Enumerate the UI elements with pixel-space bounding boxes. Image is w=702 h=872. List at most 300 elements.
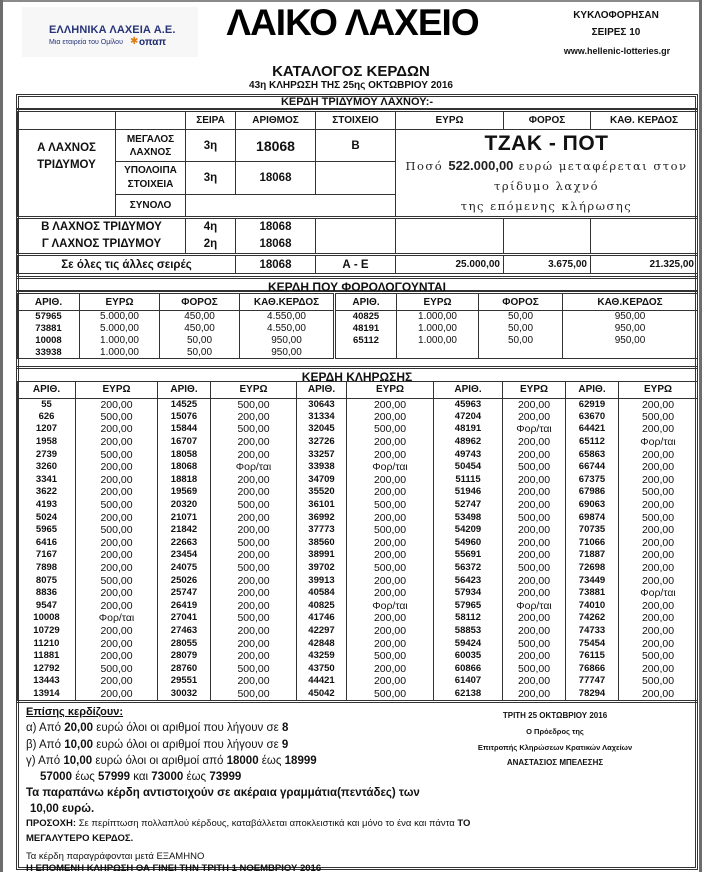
draws-cell-number: 36992	[297, 511, 347, 524]
rule-a-prefix: α) Από	[26, 722, 62, 734]
c-series: 2η	[203, 238, 218, 250]
draws-cell-euro: 200,00	[503, 574, 566, 587]
circulated-label: ΚΥΚΛΟΦΟΡΗΣΑΝ	[573, 10, 659, 21]
draws-cell-number: 43750	[297, 662, 347, 675]
draws-cell-euro: 200,00	[347, 486, 434, 499]
draws-cell-euro: 200,00	[347, 587, 434, 600]
draws-cell-euro: 200,00	[347, 448, 434, 461]
draws-cell-euro: Φορ/ται	[619, 436, 698, 449]
draws-cell-number: 33257	[297, 448, 347, 461]
draws-cell-number: 15076	[158, 411, 211, 424]
draws-row	[18, 625, 698, 638]
draws-cell-number: 60866	[434, 662, 503, 675]
logo-group: οπαπ	[139, 37, 167, 48]
c-triple-label: Γ ΛΑΧΝΟΣ ΤΡΙΔΥΜΟΥ	[41, 238, 162, 250]
rule-c-prefix: γ) Από	[26, 755, 61, 767]
draws-cell-number: 73881	[566, 587, 619, 600]
taxed-cell-number: 40825	[335, 311, 397, 323]
draws-cell-euro: Φορ/ται	[503, 423, 566, 436]
draws-cell-euro: 200,00	[211, 524, 297, 537]
sign-role-1: Ο Πρόεδρος της	[526, 727, 584, 736]
sign-date: ΤΡΙΤΗ 25 ΟΚΤΩΒΡΙΟΥ 2016	[502, 711, 608, 720]
draws-cell-euro: 200,00	[211, 675, 297, 688]
bc-euro	[396, 218, 504, 255]
draws-cell-number: 39913	[297, 574, 347, 587]
draws-cell-euro: 200,00	[76, 562, 158, 575]
taxed-col-header: ΦΟΡΟΣ	[160, 294, 240, 311]
draws-cell-number: 61407	[434, 675, 503, 688]
draws-cell-number: 22663	[158, 537, 211, 550]
draws-cell-number: 626	[18, 411, 76, 424]
draws-cell-number: 48962	[434, 436, 503, 449]
draws-cell-number: 58112	[434, 612, 503, 625]
rule-a	[26, 722, 288, 734]
draws-cell-number: 35520	[297, 486, 347, 499]
draws-cell-number: 13443	[18, 675, 76, 688]
draws-cell-euro: 200,00	[76, 549, 158, 562]
draws-cell-euro: 500,00	[503, 511, 566, 524]
draws-cell-number: 31334	[297, 411, 347, 424]
draw-prizes-table	[17, 382, 698, 703]
col-header-net: ΚΑΘ. ΚΕΡΔΟΣ	[591, 112, 698, 130]
triple-prize-table	[17, 111, 698, 274]
draws-cell-number: 44421	[297, 675, 347, 688]
taxed-col-header: ΚΑΘ.ΚΕΡΔΟΣ	[563, 294, 698, 311]
draws-cell-number: 66744	[566, 461, 619, 474]
draws-cell-euro: 200,00	[76, 486, 158, 499]
draws-cell-number: 49743	[434, 448, 503, 461]
draws-cell-number: 30643	[297, 398, 347, 411]
big-prize-element: Β	[316, 130, 396, 162]
website-link[interactable]: www.hellenic-lotteries.gr	[563, 46, 671, 56]
draws-cell-euro: 200,00	[503, 398, 566, 411]
draws-cell-euro: 200,00	[619, 600, 698, 613]
rule-c-and: και	[133, 771, 149, 783]
taxed-col-header: ΕΥΡΩ	[397, 294, 479, 311]
draws-cell-euro: 200,00	[347, 549, 434, 562]
taxed-cell-euro: 1.000,00	[397, 323, 479, 335]
draws-cell-number: 28760	[158, 662, 211, 675]
b-triple-label: Β ΛΑΧΝΟΣ ΤΡΙΔΥΜΟΥ	[41, 221, 162, 233]
draws-cell-euro: Φορ/ται	[76, 612, 158, 625]
draws-cell-euro: 200,00	[503, 474, 566, 487]
draws-cell-number: 27041	[158, 612, 211, 625]
draws-row	[18, 600, 698, 613]
jackpot-cell	[396, 130, 698, 218]
draws-cell-number: 76866	[566, 662, 619, 675]
draws-cell-euro: 200,00	[503, 675, 566, 688]
draws-row	[18, 537, 698, 550]
draws-cell-euro: 500,00	[76, 411, 158, 424]
draws-cell-number: 38991	[297, 549, 347, 562]
draws-cell-number: 59424	[434, 637, 503, 650]
draws-cell-number: 38560	[297, 537, 347, 550]
rule-c-from1: 18000	[226, 755, 259, 767]
rest-elements-element	[316, 162, 396, 195]
draws-cell-euro: 200,00	[619, 688, 698, 702]
draws-cell-number: 12792	[18, 662, 76, 675]
draws-cell-euro: 500,00	[211, 562, 297, 575]
rule-a-amount: 20,00	[64, 722, 94, 734]
draws-cell-number: 10008	[18, 612, 76, 625]
draws-cell-euro: 200,00	[76, 474, 158, 487]
draws-cell-number: 67375	[566, 474, 619, 487]
draws-cell-euro: Φορ/ται	[619, 587, 698, 600]
draws-cell-number: 71066	[566, 537, 619, 550]
draws-cell-euro: 500,00	[619, 411, 698, 424]
draws-cell-euro: 200,00	[347, 398, 434, 411]
draws-cell-number: 50454	[434, 461, 503, 474]
rule-c-from3: 73000	[151, 771, 184, 783]
carry-amount: 522.000,00	[448, 158, 514, 173]
taxed-col-header: ΦΟΡΟΣ	[479, 294, 563, 311]
draws-row	[18, 574, 698, 587]
draws-cell-euro: 200,00	[211, 448, 297, 461]
taxed-cell-number	[335, 347, 397, 359]
draws-cell-euro: 200,00	[619, 398, 698, 411]
draws-cell-euro: 500,00	[503, 562, 566, 575]
draws-cell-euro: 200,00	[347, 436, 434, 449]
draws-cell-euro: 200,00	[503, 411, 566, 424]
draws-cell-euro: 200,00	[76, 600, 158, 613]
draws-cell-euro: 200,00	[76, 650, 158, 663]
draws-row	[18, 499, 698, 512]
draws-section-title: ΚΕΡΔΗ ΚΛΗΡΩΣΗΣ	[17, 366, 697, 382]
rule-c-to-word-3: έως	[186, 771, 207, 783]
draws-cell-number: 5024	[18, 511, 76, 524]
draws-cell-euro: 200,00	[76, 511, 158, 524]
attention-text: Σε περίπτωση πολλαπλού κέρδους, καταβάλλεται αποκλειστικά και μόνο το ένα και πάντα	[78, 818, 455, 829]
draws-cell-number: 56423	[434, 574, 503, 587]
draws-cell-euro: 200,00	[619, 461, 698, 474]
rule-c-from2: 57000	[40, 771, 72, 783]
draws-row	[18, 436, 698, 449]
draws-cell-number: 26419	[158, 600, 211, 613]
draws-cell-euro: 500,00	[619, 675, 698, 688]
draws-cell-euro: 200,00	[347, 574, 434, 587]
tickets-note-2: 10,00 ευρώ.	[30, 803, 95, 815]
draws-cell-euro: 500,00	[347, 499, 434, 512]
draws-cell-number: 48191	[434, 423, 503, 436]
draws-row	[18, 650, 698, 663]
total-label: ΣΥΝΟΛΟ	[116, 195, 186, 218]
draws-col-header: ΑΡΙΘ.	[18, 382, 76, 398]
draws-cell-number: 4193	[18, 499, 76, 512]
draws-cell-number: 65112	[566, 436, 619, 449]
draws-cell-euro: 200,00	[76, 688, 158, 702]
draws-cell-number: 78294	[566, 688, 619, 702]
draws-cell-euro: 200,00	[347, 637, 434, 650]
page-title: ΛΑΙΚΟ ΛΑΧΕΙΟ	[226, 2, 479, 43]
draws-cell-euro: 200,00	[619, 423, 698, 436]
draws-cell-euro: 200,00	[76, 461, 158, 474]
draws-cell-number: 56372	[434, 562, 503, 575]
draws-cell-number: 24075	[158, 562, 211, 575]
draws-cell-number: 9547	[18, 600, 76, 613]
draws-cell-number: 39702	[297, 562, 347, 575]
big-prize-label	[116, 130, 186, 162]
draws-cell-number: 74262	[566, 612, 619, 625]
rule-c-continued	[40, 771, 241, 783]
draws-cell-euro: 200,00	[76, 537, 158, 550]
draws-cell-euro: 200,00	[211, 474, 297, 487]
draws-cell-euro: 200,00	[619, 474, 698, 487]
draws-row	[18, 486, 698, 499]
a-triple-label	[18, 130, 116, 218]
draws-cell-number: 73449	[566, 574, 619, 587]
total-value	[186, 195, 396, 218]
draw-subtitle: 43η ΚΛΗΡΩΣΗ ΤΗΣ 25ης ΟΚΤΩΒΡΙΟΥ 2016	[249, 80, 453, 91]
draws-cell-number: 69063	[566, 499, 619, 512]
draws-cell-euro: 500,00	[347, 423, 434, 436]
draws-cell-euro: 200,00	[76, 637, 158, 650]
draws-cell-euro: 500,00	[76, 448, 158, 461]
draws-cell-euro: 200,00	[211, 625, 297, 638]
draws-cell-number: 51115	[434, 474, 503, 487]
taxed-col-header: ΑΡΙΘ.	[335, 294, 397, 311]
draws-row	[18, 398, 698, 411]
draws-row	[18, 423, 698, 436]
draws-cell-number: 21071	[158, 511, 211, 524]
draws-row	[18, 549, 698, 562]
draws-cell-euro: 200,00	[211, 650, 297, 663]
draws-cell-number: 74010	[566, 600, 619, 613]
draws-cell-euro: 200,00	[619, 537, 698, 550]
taxed-cell-net: 950,00	[563, 323, 698, 335]
draws-row	[18, 461, 698, 474]
draws-cell-euro: 200,00	[76, 675, 158, 688]
draws-cell-euro: 200,00	[211, 436, 297, 449]
taxed-cell-number: 33938	[18, 347, 80, 359]
taxed-cell-number: 65112	[335, 335, 397, 347]
taxed-prizes-table	[17, 293, 698, 359]
carry-over-line-3: της επόμενης κλήρωσης	[460, 199, 633, 213]
draws-cell-euro: 200,00	[503, 650, 566, 663]
draws-cell-euro: 200,00	[619, 499, 698, 512]
draws-row	[18, 411, 698, 424]
draws-row	[18, 612, 698, 625]
rule-b	[26, 739, 288, 751]
draws-cell-euro: Φορ/ται	[347, 461, 434, 474]
draws-cell-euro: 500,00	[347, 650, 434, 663]
draws-cell-euro: 500,00	[211, 423, 297, 436]
draws-cell-number: 3341	[18, 474, 76, 487]
carry-prefix: Ποσό	[405, 159, 444, 173]
draws-cell-euro: 500,00	[347, 562, 434, 575]
taxed-cell-net: 4.550,00	[240, 311, 335, 323]
draws-cell-number: 18058	[158, 448, 211, 461]
draws-cell-euro: 200,00	[347, 537, 434, 550]
rule-c-to-word: έως	[261, 755, 282, 767]
draws-cell-number: 57934	[434, 587, 503, 600]
draws-cell-number: 7898	[18, 562, 76, 575]
draws-row	[18, 511, 698, 524]
rule-c-text: ευρώ όλοι οι αριθμοί από	[95, 755, 224, 767]
draws-col-header: ΕΥΡΩ	[76, 382, 158, 398]
draws-cell-number: 53498	[434, 511, 503, 524]
draws-cell-number: 25747	[158, 587, 211, 600]
taxed-cell-tax: 450,00	[160, 323, 240, 335]
a-triple-label-line1: Α ΛΑΧΝΟΣ	[37, 142, 96, 154]
rule-c-amount: 10,00	[63, 755, 93, 767]
blank-header-cell	[18, 112, 116, 130]
taxed-cell-number: 73881	[18, 323, 80, 335]
draws-cell-euro: 200,00	[503, 524, 566, 537]
jackpot-title: ΤΖΑΚ - ΠΟΤ	[484, 132, 609, 155]
draws-row	[18, 675, 698, 688]
draws-cell-number: 16707	[158, 436, 211, 449]
taxed-cell-net: 950,00	[240, 335, 335, 347]
draws-cell-euro: 200,00	[211, 600, 297, 613]
taxed-cell-tax: 50,00	[160, 347, 240, 359]
draws-cell-euro: 200,00	[619, 524, 698, 537]
draws-cell-euro: 200,00	[619, 562, 698, 575]
draws-cell-euro: 200,00	[619, 637, 698, 650]
draws-cell-euro: 200,00	[503, 612, 566, 625]
c-number: 18068	[259, 238, 292, 250]
taxed-section-title: ΚΕΡΔΗ ΠΟΥ ΦΟΡΟΛΟΓΟΥΝΤΑΙ	[17, 276, 697, 292]
draws-cell-euro: 500,00	[347, 688, 434, 702]
draws-cell-number: 63670	[566, 411, 619, 424]
draws-cell-number: 21842	[158, 524, 211, 537]
draws-cell-euro: 200,00	[211, 511, 297, 524]
draws-cell-euro: 200,00	[503, 436, 566, 449]
draws-cell-euro: 500,00	[619, 511, 698, 524]
a-triple-label-line2: ΤΡΙΔΥΜΟΥ	[37, 159, 96, 171]
logo-brand: ΕΛΛΗΝΙΚΑ ΛΑΧΕΙΑ Α.Ε.	[49, 24, 176, 36]
draws-cell-number: 28055	[158, 637, 211, 650]
draws-cell-number: 51946	[434, 486, 503, 499]
draws-cell-euro: 200,00	[619, 612, 698, 625]
draws-cell-euro: 200,00	[347, 411, 434, 424]
draws-cell-number: 18068	[158, 461, 211, 474]
taxed-cell-euro: 5.000,00	[80, 311, 160, 323]
draws-row	[18, 587, 698, 600]
draws-cell-number: 74733	[566, 625, 619, 638]
draws-cell-number: 14525	[158, 398, 211, 411]
draws-cell-number: 3260	[18, 461, 76, 474]
draws-col-header: ΕΥΡΩ	[347, 382, 434, 398]
rule-a-text: ευρώ όλοι οι αριθμοί που λήγουν σε	[96, 722, 279, 734]
draws-cell-euro: 200,00	[347, 474, 434, 487]
col-header-euro: ΕΥΡΩ	[396, 112, 504, 130]
draws-cell-number: 57965	[434, 600, 503, 613]
carry-over-line-1	[396, 156, 697, 176]
draws-cell-number: 70735	[566, 524, 619, 537]
draws-cell-euro: 200,00	[211, 549, 297, 562]
logo-tagline: Μια εταιρεία του Ομίλου	[49, 39, 123, 46]
big-prize-series: 3η	[186, 130, 236, 162]
sign-role-2: Επιτροπής Κληρώσεων Κρατικών Λαχείων	[477, 743, 633, 752]
rule-c	[26, 755, 317, 767]
draws-cell-euro: 500,00	[503, 662, 566, 675]
draws-cell-number: 71887	[566, 549, 619, 562]
draws-row	[18, 474, 698, 487]
taxed-cell-net	[563, 347, 698, 359]
rest-elements-label-2: ΣΤΟΙΧΕΙΑ	[127, 179, 174, 191]
draws-cell-euro: 200,00	[503, 625, 566, 638]
draws-cell-euro: 500,00	[503, 637, 566, 650]
rule-c-to2: 57999	[98, 771, 131, 783]
draws-cell-number: 32045	[297, 423, 347, 436]
draws-cell-number: 40584	[297, 587, 347, 600]
taxed-cell-tax: 50,00	[479, 335, 563, 347]
taxed-cell-tax: 50,00	[479, 323, 563, 335]
draws-cell-euro: 200,00	[619, 625, 698, 638]
draws-row	[18, 448, 698, 461]
other-series-number: 18068	[236, 255, 316, 274]
draws-cell-number: 45963	[434, 398, 503, 411]
draws-cell-euro: 500,00	[211, 612, 297, 625]
taxed-cell-tax: 50,00	[160, 335, 240, 347]
rule-c-to3: 73999	[209, 771, 242, 783]
draws-cell-number: 62138	[434, 688, 503, 702]
draws-cell-euro: 500,00	[211, 688, 297, 702]
other-series-label: Σε όλες τις άλλες σειρές	[18, 255, 236, 274]
attention-label: ΠΡΟΣΟΧΗ:	[26, 818, 77, 829]
draws-cell-number: 72698	[566, 562, 619, 575]
draws-cell-number: 36101	[297, 499, 347, 512]
draws-cell-number: 64421	[566, 423, 619, 436]
draws-cell-number: 27463	[158, 625, 211, 638]
draws-cell-euro: 200,00	[619, 448, 698, 461]
draws-cell-number: 69874	[566, 511, 619, 524]
triple-section-title: ΚΕΡΔΗ ΤΡΙΔΥΜΟΥ ΛΑΧΝΟΥ:-	[17, 95, 697, 110]
draws-cell-euro: 200,00	[619, 549, 698, 562]
page-edge-left	[0, 0, 3, 872]
draws-cell-number: 10729	[18, 625, 76, 638]
attention-bold-2: ΜΕΓΑΛΥΤΕΡΟ ΚΕΡΔΟΣ.	[26, 833, 134, 844]
draws-cell-number: 76115	[566, 650, 619, 663]
draws-cell-euro: 200,00	[503, 448, 566, 461]
draws-cell-number: 77747	[566, 675, 619, 688]
draws-cell-number: 25026	[158, 574, 211, 587]
big-prize-label-1: ΜΕΓΑΛΟΣ	[126, 133, 175, 145]
taxed-cell-tax: 450,00	[160, 311, 240, 323]
catalog-title: ΚΑΤΑΛΟΓΟΣ ΚΕΡΔΩΝ	[272, 63, 430, 80]
big-prize-number: 18068	[236, 130, 316, 162]
taxed-cell-number: 48191	[335, 323, 397, 335]
draws-cell-euro: 200,00	[619, 574, 698, 587]
draws-cell-euro: 200,00	[347, 511, 434, 524]
draws-cell-euro: 200,00	[503, 499, 566, 512]
draws-cell-number: 75454	[566, 637, 619, 650]
draws-cell-number: 1207	[18, 423, 76, 436]
hellenic-lotteries-logo	[22, 7, 198, 57]
draws-cell-euro: 500,00	[76, 524, 158, 537]
draws-row	[18, 662, 698, 675]
taxed-row	[18, 335, 698, 347]
draws-cell-number: 42848	[297, 637, 347, 650]
draws-cell-number: 52747	[434, 499, 503, 512]
draws-cell-number: 55691	[434, 549, 503, 562]
draws-cell-number: 5965	[18, 524, 76, 537]
draws-cell-euro: 200,00	[211, 574, 297, 587]
taxed-cell-net: 4.550,00	[240, 323, 335, 335]
draws-cell-number: 67986	[566, 486, 619, 499]
draws-cell-number: 40825	[297, 600, 347, 613]
other-series-net: 21.325,00	[591, 255, 698, 274]
draws-cell-euro: 500,00	[211, 499, 297, 512]
draws-cell-euro: 200,00	[503, 549, 566, 562]
rule-c-to-word-2: έως	[75, 771, 95, 783]
draws-cell-number: 41746	[297, 612, 347, 625]
rest-elements-number: 18068	[236, 162, 316, 195]
draws-row	[18, 688, 698, 702]
draws-cell-number: 13914	[18, 688, 76, 702]
col-header-series: ΣΕΙΡΑ	[186, 112, 236, 130]
taxed-col-header: ΑΡΙΘ.	[18, 294, 80, 311]
